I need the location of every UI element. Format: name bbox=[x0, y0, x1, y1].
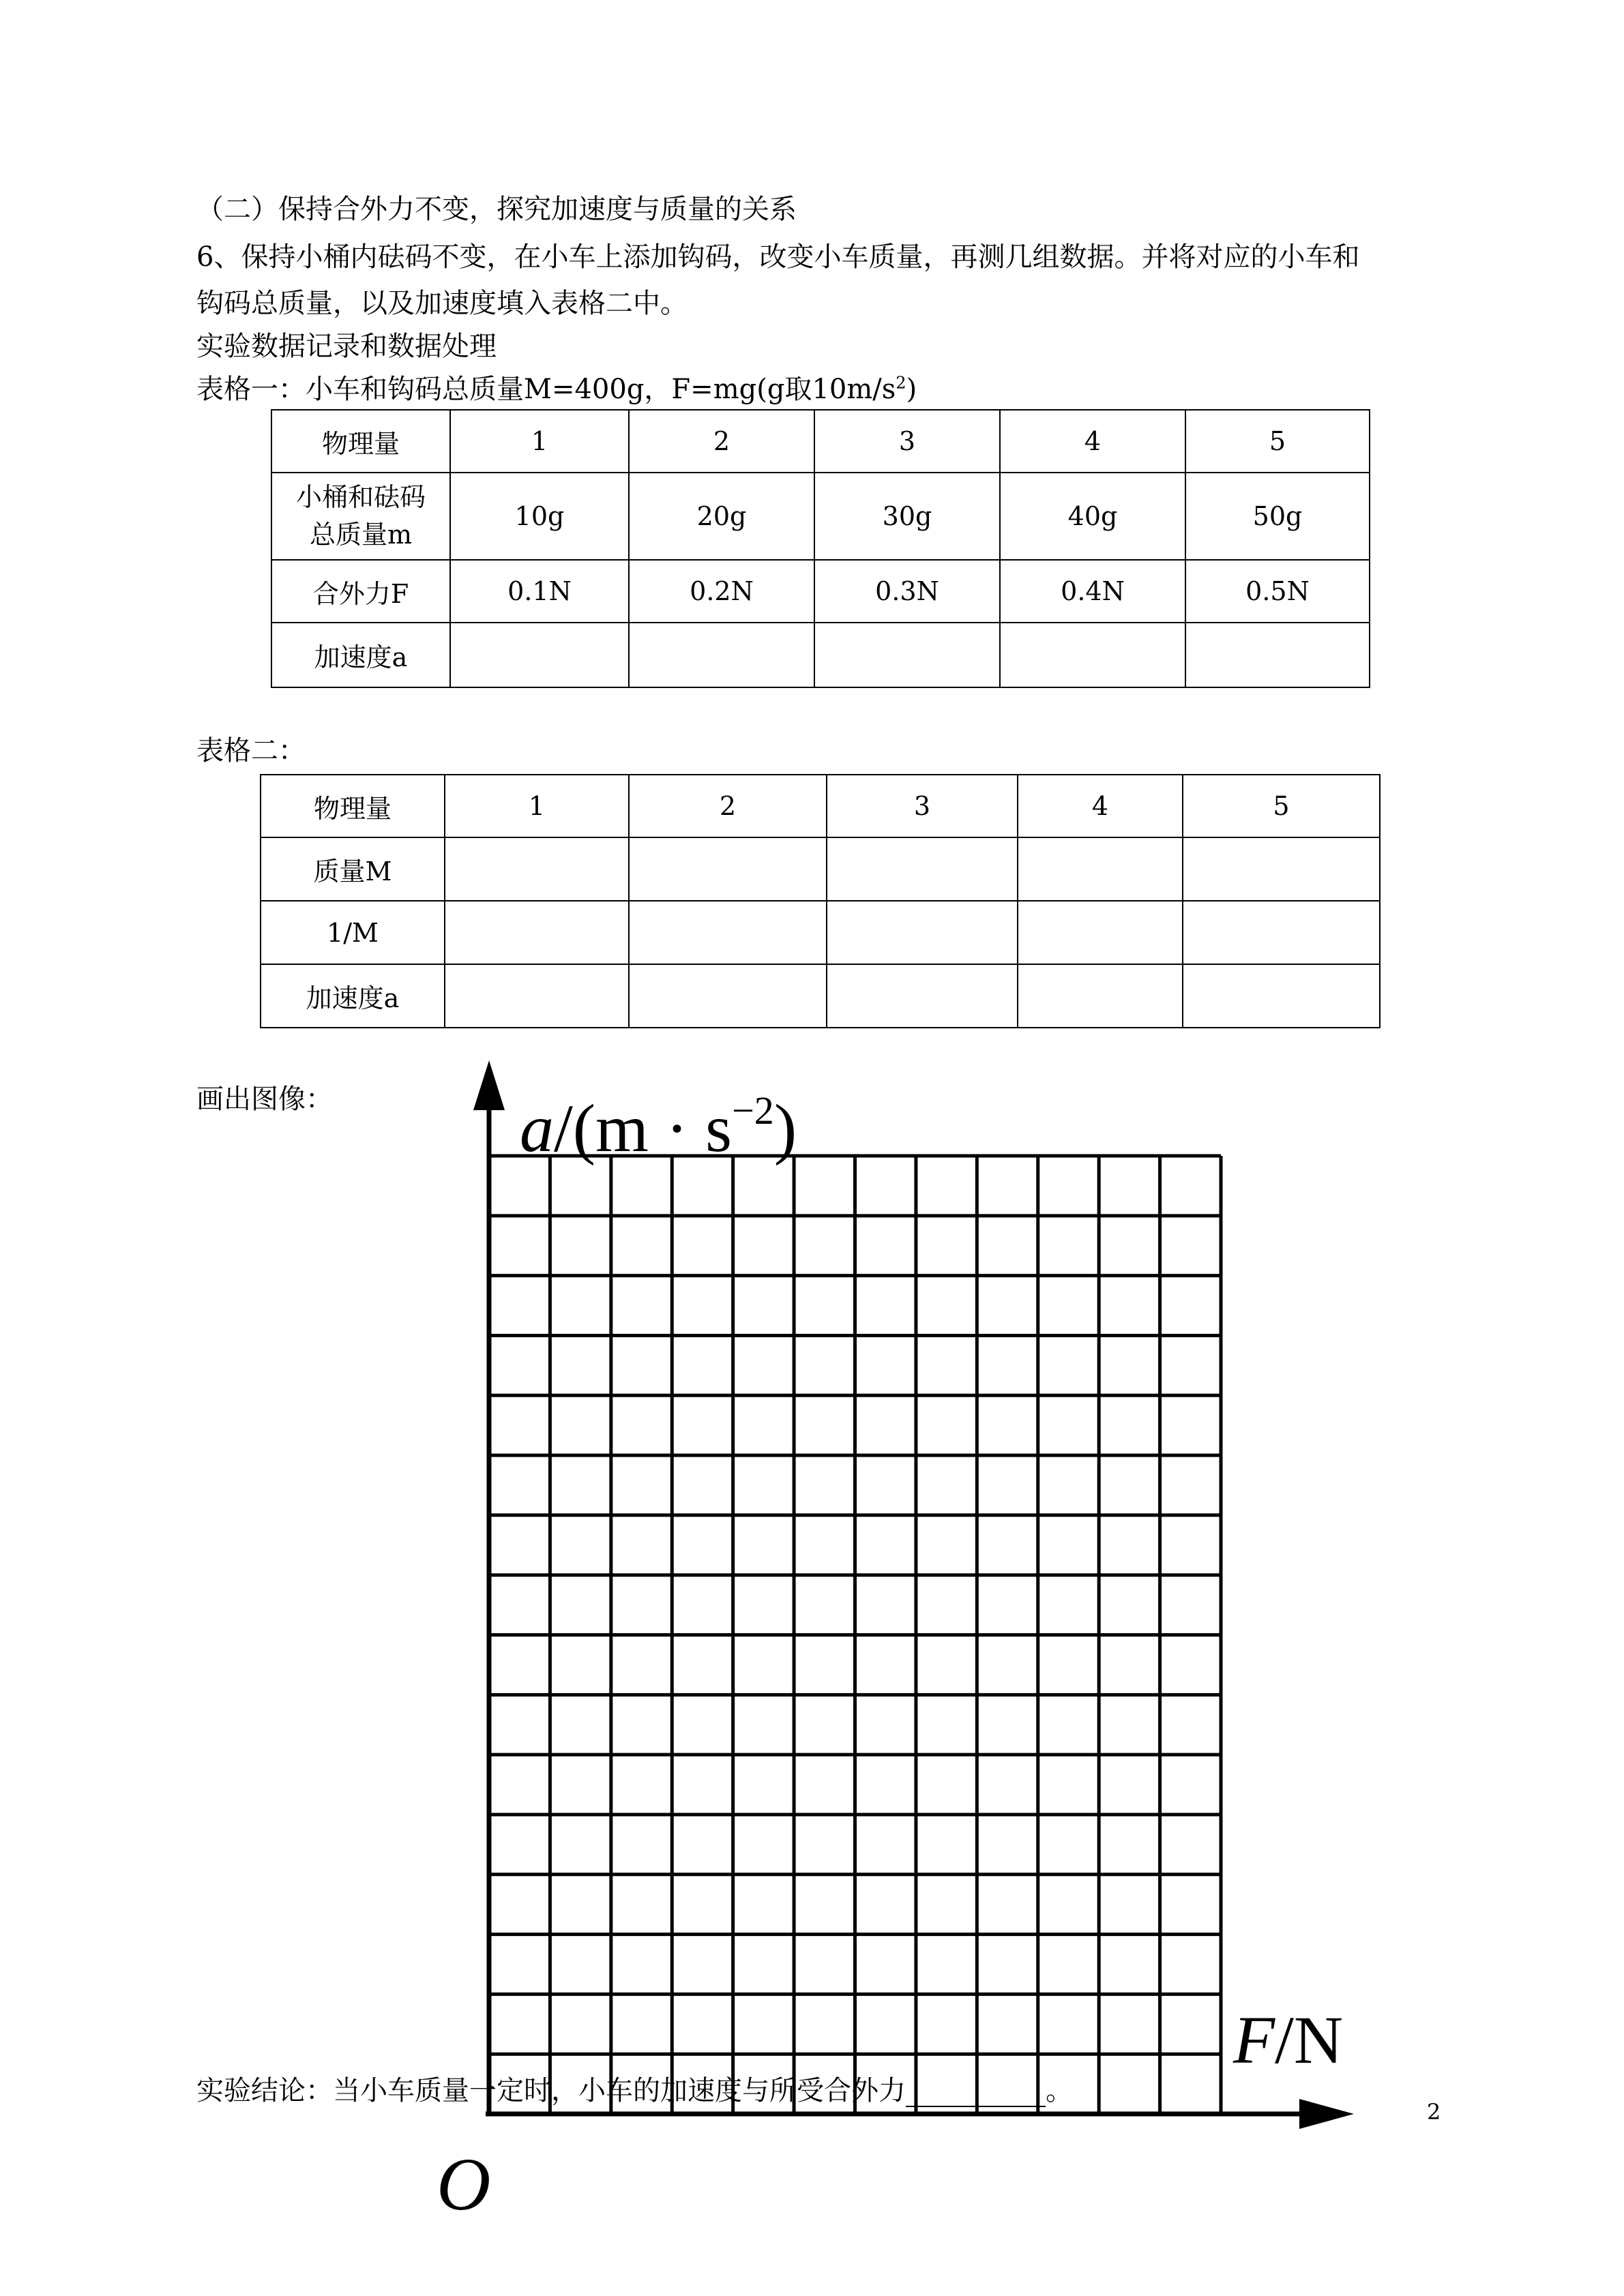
table1-caption-text: 表格一：小车和钩码总质量M=400g，F=mg(g取10m/s bbox=[196, 374, 896, 405]
table-cell: 40g bbox=[1000, 473, 1185, 560]
origin-label: O bbox=[437, 2143, 491, 2226]
row-label-mass-line2: 总质量m bbox=[309, 520, 413, 550]
section-heading: （二）保持合外力不变，探究加速度与质量的关系 bbox=[196, 194, 797, 225]
table-cell: 20g bbox=[629, 473, 814, 560]
step6-line2: 钩码总质量，以及加速度填入表格二中。 bbox=[196, 288, 688, 319]
table-cell: 0.4N bbox=[1000, 560, 1185, 623]
table-cell: 0.1N bbox=[450, 560, 629, 623]
page-number: 2 bbox=[1427, 2099, 1441, 2125]
table-header-cell: 4 bbox=[1018, 775, 1183, 837]
row-label-accel: 加速度a bbox=[261, 964, 445, 1028]
row-label-accel: 加速度a bbox=[271, 623, 450, 687]
table-cell: 0.2N bbox=[629, 560, 814, 623]
conclusion-line bbox=[196, 2074, 1073, 2107]
x-axis-label bbox=[1232, 2002, 1343, 2078]
x-axis-label-unit: /N bbox=[1275, 2002, 1344, 2078]
table-header-cell: 2 bbox=[629, 410, 814, 473]
y-axis-label-var: a bbox=[520, 1090, 554, 1166]
x-axis-label-var: F bbox=[1233, 2002, 1275, 2078]
table-header-cell: 物理量 bbox=[271, 410, 450, 473]
table-cell: 30g bbox=[814, 473, 1000, 560]
table1-caption-end: ) bbox=[906, 374, 917, 405]
graph-prompt: 画出图像： bbox=[196, 1084, 333, 1115]
y-axis-label-exp: −2 bbox=[732, 1088, 774, 1133]
table-cell: 0.3N bbox=[814, 560, 1000, 623]
records-heading: 实验数据记录和数据处理 bbox=[196, 331, 497, 362]
row-label-mass-line1: 小桶和砝码 bbox=[295, 481, 426, 512]
conclusion-blank[interactable] bbox=[906, 2078, 1046, 2107]
table-header-cell: 1 bbox=[445, 775, 629, 837]
row-label-force: 合外力F bbox=[271, 560, 450, 623]
table-cell: 10g bbox=[450, 473, 629, 560]
step6-line1: 6、保持小桶内砝码不变，在小车上添加钩码，改变小车质量，再测几组数据。并将对应的小车和 bbox=[196, 241, 1360, 273]
y-axis-arrow-icon bbox=[473, 1060, 505, 1110]
graph-grid bbox=[489, 1156, 1221, 2114]
table2-caption: 表格二： bbox=[196, 735, 306, 766]
table-header-cell: 3 bbox=[827, 775, 1018, 837]
x-axis-arrow-icon bbox=[1299, 2099, 1354, 2129]
y-axis-label-unit: /(m · s bbox=[554, 1090, 733, 1166]
y-axis-label-close: ) bbox=[773, 1090, 797, 1166]
table-header-cell: 1 bbox=[450, 410, 629, 473]
table-cell: 0.5N bbox=[1185, 560, 1370, 623]
table1-caption-sup: 2 bbox=[896, 373, 906, 393]
table-header-cell: 4 bbox=[1000, 410, 1185, 473]
table-header-cell: 2 bbox=[629, 775, 827, 837]
table-cell: 50g bbox=[1185, 473, 1370, 560]
row-label-mass-M: 质量M bbox=[261, 837, 445, 901]
conclusion-text: 实验结论：当小车质量一定时，小车的加速度与所受合外力 bbox=[196, 2075, 906, 2106]
table-header-cell: 5 bbox=[1185, 410, 1370, 473]
conclusion-end: 。 bbox=[1046, 2075, 1073, 2106]
table-header-cell: 3 bbox=[814, 410, 1000, 473]
table-header-cell: 5 bbox=[1183, 775, 1380, 837]
row-label-inverse-mass: 1/M bbox=[261, 901, 445, 964]
table-header-cell: 物理量 bbox=[261, 775, 445, 837]
